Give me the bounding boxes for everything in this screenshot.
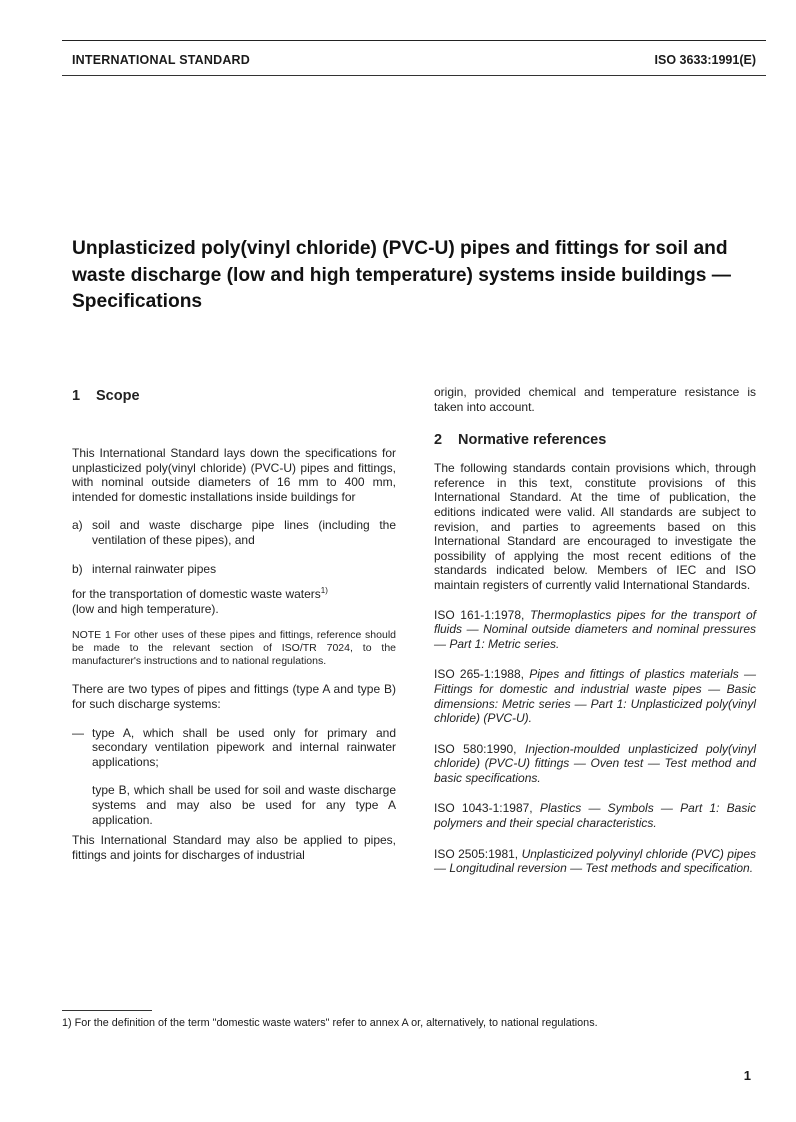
reference-code: ISO 161-1:1978, [434, 607, 525, 622]
footnote-reference: 1) [320, 586, 328, 596]
document-title: Unplasticized poly(vinyl chloride) (PVC-U) pipes and fittings for soil and waste discharge (low and high temperature) systems inside buildings — Specifications [72, 238, 731, 312]
reference-iso-161 [434, 608, 756, 652]
scope-closing: This International Standard may also be applied to pipes, fittings and joints for discharges of industrial [72, 833, 396, 862]
transport-tail: (low and high temperature). [72, 601, 219, 616]
section-1-heading [72, 387, 396, 405]
reference-code: ISO 580:1990, [434, 741, 517, 756]
reference-code: ISO 1043-1:1987, [434, 801, 533, 816]
header-rule [62, 75, 766, 76]
reference-title: Thermoplastics pipes for the transport of fluids — Nominal outside diameters and nominal pressures — Part 1: Metric series. [434, 607, 757, 651]
scope-continuation: origin, provided chemical and temperature resistance is taken into account. [434, 385, 756, 414]
type-b-item [72, 783, 396, 827]
list-item-text: type A, which shall be used only for primary and secondary ventilation pipework and internal rainwater applications; [92, 725, 396, 769]
list-item-text: internal rainwater pipes [92, 561, 217, 576]
reference-iso-2505 [434, 847, 756, 876]
reference-iso-265 [434, 667, 756, 725]
left-column [72, 385, 396, 862]
reference-iso-1043 [434, 801, 756, 830]
list-item-text: type B, which shall be used for soil and waste discharge systems and may also be used for any type A application. [92, 783, 396, 827]
types-intro: There are two types of pipes and fittings (type A and type B) for such discharge systems: [72, 682, 396, 711]
top-rule [62, 40, 766, 41]
note-1: NOTE 1 For other uses of these pipes and fittings, reference should be made to the relevant section of ISO/TR 7024, to the manufacturer's instructions and to national regulations. [72, 629, 396, 668]
section-1-number: 1 [72, 388, 81, 404]
transport-text: for the transportation of domestic waste waters [72, 587, 321, 602]
right-column [434, 385, 756, 876]
section-2-title: Normative references [458, 432, 607, 449]
list-marker: — [72, 725, 84, 740]
page-number: 1 [743, 1068, 751, 1083]
reference-code: ISO 265-1:1988, [434, 667, 524, 682]
section-2-heading [434, 431, 756, 449]
reference-title: Unplasticized polyvinyl chloride (PVC) pipes — Longitudinal reversion — Test methods and specification. [434, 846, 756, 876]
reference-title: Plastics — Symbols — Part 1: Basic polymers and their special characteristics. [434, 801, 756, 831]
document-number: ISO 3633:1991(E) [654, 53, 756, 67]
transport-paragraph [72, 587, 396, 616]
section-1-title: Scope [96, 388, 140, 404]
reference-title: Pipes and fittings of plastics materials — Fittings for domestic and industrial waste pipes — Basic dimensions: Metric series — Part 1: Unplasticized poly(vinyl chloride) (PVC-U). [434, 667, 756, 726]
scope-item-b [72, 562, 396, 577]
list-marker: a) [72, 518, 83, 533]
document-type-label: INTERNATIONAL STANDARD [72, 53, 251, 67]
scope-intro: This International Standard lays down the specifications for unplasticized poly(vinyl chloride) (PVC-U) pipes and fittings, with nominal outside diameters of 16 mm to 400 mm, intended for domestic installations inside buildings for [72, 446, 396, 504]
list-item-text: soil and waste discharge pipe lines (including the ventilation of these pipes), and [92, 518, 396, 547]
scope-item-a [72, 518, 396, 547]
normative-intro: The following standards contain provisions which, through reference in this text, constitute provisions of this International Standard. At the time of publication, the editions indicated were valid. All standards are subject to revision, and parties to agreements based on this International Standard are encouraged to investigate the possibility of applying the most recent editions of the standards indicated below. Members of IEC and ISO maintain registers of currently valid International Standards. [434, 461, 756, 592]
section-2-number: 2 [434, 432, 443, 449]
reference-code: ISO 2505:1981, [434, 846, 519, 861]
list-marker: b) [72, 561, 83, 576]
reference-title: Injection-moulded unplasticized poly(vinyl chloride) (PVC-U) fittings — Oven test — Test method and basic specifications. [434, 741, 757, 785]
footnote-rule [62, 1010, 152, 1011]
footnote-1: 1) For the definition of the term "domestic waste waters" refer to annex A or, alternatively, to national regulations. [62, 1017, 598, 1029]
reference-iso-580 [434, 742, 756, 786]
type-a-item [72, 726, 396, 770]
